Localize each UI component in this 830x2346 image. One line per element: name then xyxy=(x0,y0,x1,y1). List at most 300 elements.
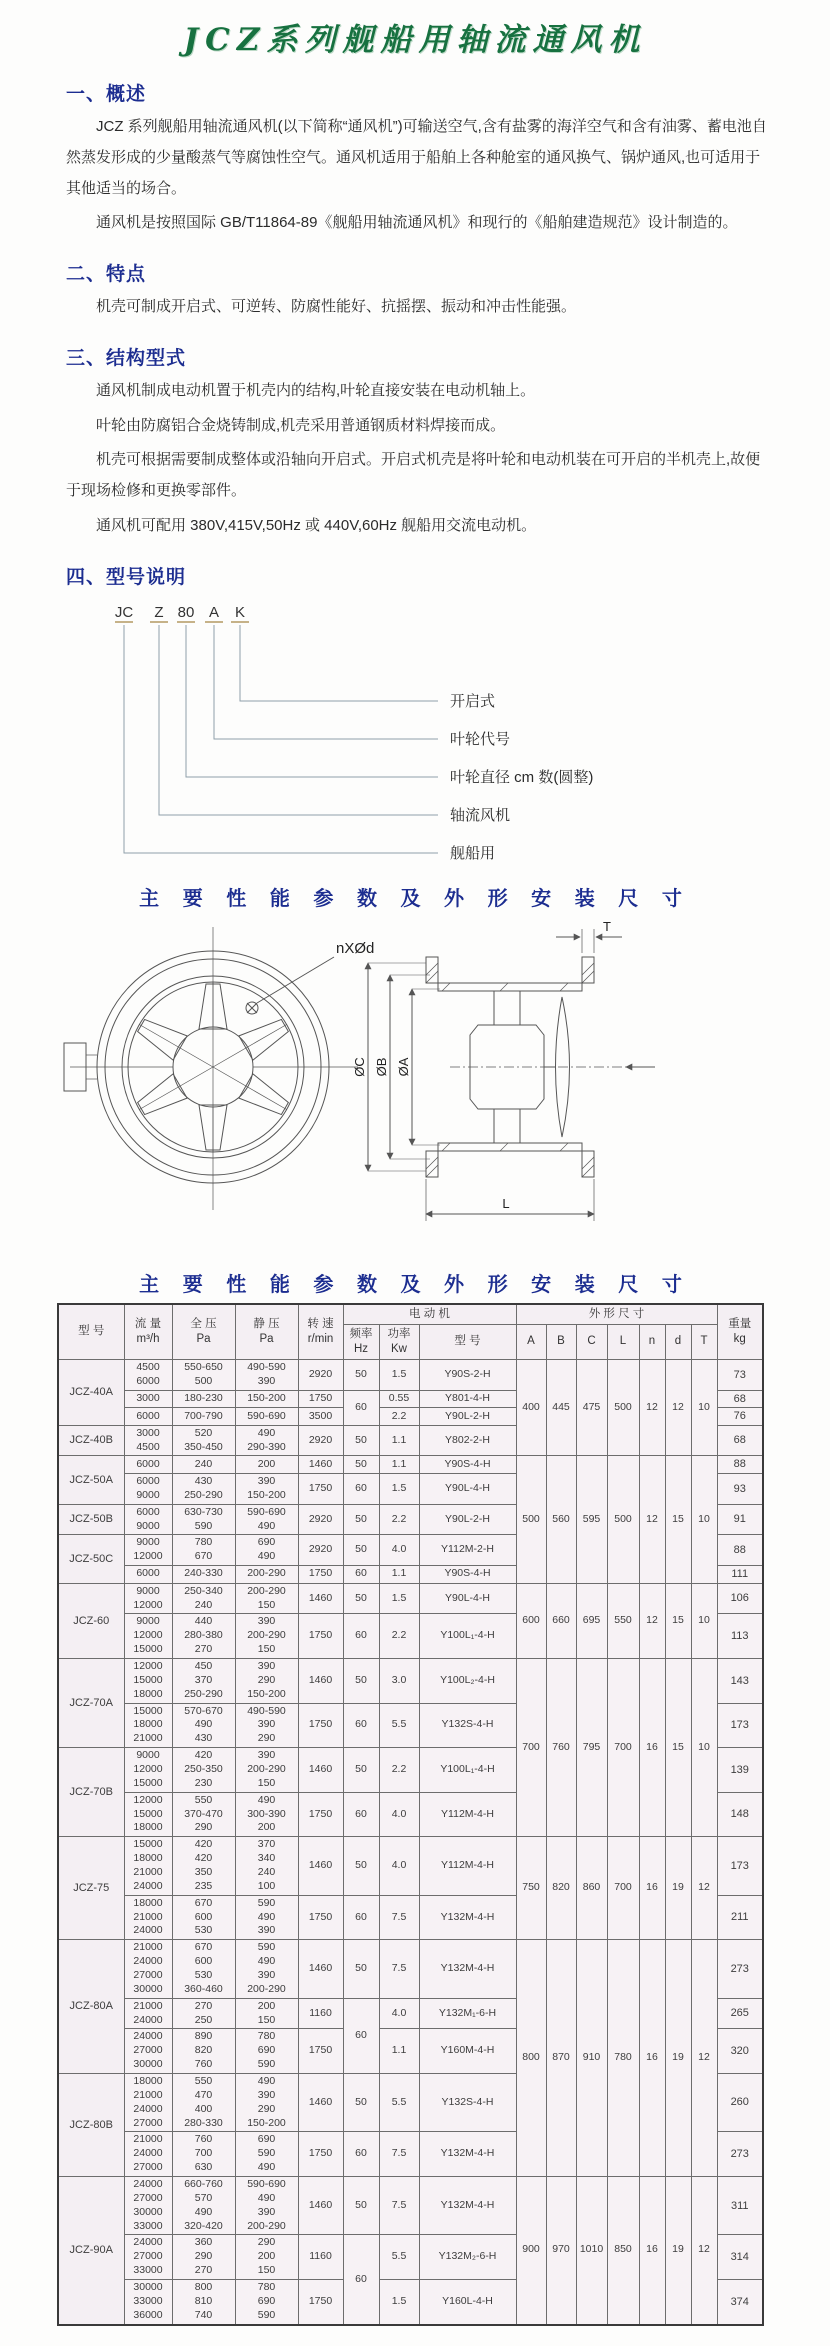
model-cell: JCZ-60 xyxy=(58,1583,124,1658)
frequency-cell: 50 xyxy=(343,1940,379,1998)
table-row xyxy=(58,1360,763,1391)
model-code-svg xyxy=(0,595,830,863)
speed-cell: 1160 xyxy=(298,1998,343,2029)
dim-cell-d: 12 xyxy=(665,1360,691,1456)
motor-model-cell: Y112M-4-H xyxy=(419,1837,516,1895)
col-header-motor-model: 型 号 xyxy=(419,1324,516,1359)
frequency-cell: 50 xyxy=(343,2074,379,2132)
model-code-meaning: 舰船用 xyxy=(450,844,496,862)
paragraph: 通风机是按照国际 GB/T11864-89《舰船用轴流通风机》和现行的《船舶建造规范》设计制造的。 xyxy=(96,214,738,232)
text-sections xyxy=(0,79,830,589)
weight-cell: 68 xyxy=(717,1425,763,1456)
speed-cell: 1750 xyxy=(298,1566,343,1584)
power-cell: 4.0 xyxy=(379,1792,419,1837)
weight-cell: 173 xyxy=(717,1703,763,1748)
frequency-cell: 60 xyxy=(343,1566,379,1584)
weight-cell: 93 xyxy=(717,1474,763,1505)
speed-cell: 1750 xyxy=(298,2132,343,2177)
model-cell: JCZ-80B xyxy=(58,2074,124,2177)
dim-cell-c: 475 xyxy=(576,1360,607,1456)
dim-cell-b: 970 xyxy=(546,2177,576,2325)
table-row xyxy=(58,1940,763,1998)
flow-cell: 24000 27000 30000 33000 xyxy=(124,2177,172,2235)
dim-cell-c: 595 xyxy=(576,1456,607,1583)
motor-model-cell: Y90S-4-H xyxy=(419,1456,516,1474)
speed-cell: 1460 xyxy=(298,2074,343,2132)
flow-cell: 21000 24000 xyxy=(124,1998,172,2029)
weight-cell: 320 xyxy=(717,2029,763,2074)
speed-cell: 1750 xyxy=(298,2029,343,2074)
static-pressure-cell: 390 290 150-200 xyxy=(235,1658,298,1703)
total-pressure-cell: 240-330 xyxy=(172,1566,235,1584)
frequency-cell: 50 xyxy=(343,1837,379,1895)
dim-cell-a: 400 xyxy=(516,1360,546,1456)
dim-cell-b: 560 xyxy=(546,1456,576,1583)
flow-cell: 15000 18000 21000 xyxy=(124,1703,172,1748)
static-pressure-cell: 590 490 390 xyxy=(235,1895,298,1940)
speed-cell: 1750 xyxy=(298,1390,343,1408)
dim-cell-a: 800 xyxy=(516,1940,546,2177)
dim-cell-d: 19 xyxy=(665,1837,691,1940)
power-cell: 5.5 xyxy=(379,2074,419,2132)
dim-cell-n: 16 xyxy=(639,2177,665,2325)
page-title: JCZ系列舰船用轴流通风机 xyxy=(183,22,647,58)
frequency-cell: 50 xyxy=(343,1425,379,1456)
flow-cell: 4500 6000 xyxy=(124,1360,172,1391)
static-pressure-cell: 780 690 590 xyxy=(235,2280,298,2325)
speed-cell: 1160 xyxy=(298,2235,343,2280)
weight-cell: 76 xyxy=(717,1408,763,1426)
table-row xyxy=(58,1658,763,1703)
model-cell: JCZ-75 xyxy=(58,1837,124,1940)
static-pressure-cell: 200-290 150 xyxy=(235,1583,298,1614)
flow-cell: 9000 12000 xyxy=(124,1583,172,1614)
dim-cell-l: 500 xyxy=(607,1360,639,1456)
power-cell: 1.1 xyxy=(379,1566,419,1584)
model-code-meaning: 开启式 xyxy=(450,692,496,710)
motor-model-cell: Y132M-4-H xyxy=(419,2177,516,2235)
dim-cell-c: 695 xyxy=(576,1583,607,1658)
dim-a-label: ØA xyxy=(396,1057,411,1076)
speed-cell: 1460 xyxy=(298,1940,343,1998)
dim-cell-a: 750 xyxy=(516,1837,546,1940)
col-header-flow: 流 量 m³/h xyxy=(124,1304,172,1360)
section-heading-1: 一、概述 xyxy=(66,84,147,105)
weight-cell: 68 xyxy=(717,1390,763,1408)
static-pressure-cell: 390 200-290 150 xyxy=(235,1614,298,1659)
power-cell: 4.0 xyxy=(379,1837,419,1895)
dim-cell-d: 19 xyxy=(665,2177,691,2325)
speed-cell: 2920 xyxy=(298,1425,343,1456)
total-pressure-cell: 250-340 240 xyxy=(172,1583,235,1614)
power-cell: 2.2 xyxy=(379,1408,419,1426)
dim-cell-t: 12 xyxy=(691,1940,717,2177)
power-cell: 7.5 xyxy=(379,2132,419,2177)
weight-cell: 273 xyxy=(717,2132,763,2177)
static-pressure-cell: 490-590 390 290 xyxy=(235,1703,298,1748)
frequency-cell: 50 xyxy=(343,2177,379,2235)
static-pressure-cell: 490 290-390 xyxy=(235,1425,298,1456)
power-cell: 1.1 xyxy=(379,2029,419,2074)
model-code-meaning: 叶轮直径 cm 数(圆整) xyxy=(450,768,594,786)
weight-cell: 88 xyxy=(717,1456,763,1474)
dim-cell-t: 10 xyxy=(691,1360,717,1456)
paragraph: 通风机制成电动机置于机壳内的结构,叶轮直接安装在电动机轴上。 xyxy=(96,381,536,399)
total-pressure-cell: 800 810 740 xyxy=(172,2280,235,2325)
frequency-cell: 60 xyxy=(343,1703,379,1748)
dim-cell-c: 860 xyxy=(576,1837,607,1940)
motor-model-cell: Y90L-2-H xyxy=(419,1408,516,1426)
frequency-cell: 60 xyxy=(343,1614,379,1659)
speed-cell: 1460 xyxy=(298,2177,343,2235)
section-heading-2: 二、特点 xyxy=(66,264,147,285)
dim-cell-n: 16 xyxy=(639,1837,665,1940)
motor-model-cell: Y100L₂-4-H xyxy=(419,1658,516,1703)
table-row xyxy=(58,1837,763,1895)
speed-cell: 1460 xyxy=(298,1456,343,1474)
col-group-dimensions: 外 形 尺 寸 xyxy=(516,1304,717,1325)
dim-cell-n: 12 xyxy=(639,1583,665,1658)
speed-cell: 1750 xyxy=(298,1703,343,1748)
flow-cell: 6000 xyxy=(124,1408,172,1426)
speed-cell: 2920 xyxy=(298,1504,343,1535)
motor-model-cell: Y802-2-H xyxy=(419,1425,516,1456)
dim-cell-a: 900 xyxy=(516,2177,546,2325)
motor-model-cell: Y801-4-H xyxy=(419,1390,516,1408)
total-pressure-cell: 550 470 400 280-330 xyxy=(172,2074,235,2132)
static-pressure-cell: 200 xyxy=(235,1456,298,1474)
speed-cell: 1750 xyxy=(298,1792,343,1837)
paragraph: 机壳可根据需要制成整体或沿轴向开启式。开启式机壳是将叶轮和电动机装在可开启的半机壳上,故便于现场检修和更换零部件。 xyxy=(66,451,761,499)
dim-cell-n: 12 xyxy=(639,1456,665,1583)
speed-cell: 1750 xyxy=(298,1474,343,1505)
total-pressure-cell: 570-670 490 430 xyxy=(172,1703,235,1748)
dim-cell-l: 700 xyxy=(607,1837,639,1940)
model-cell: JCZ-40A xyxy=(58,1360,124,1426)
dim-cell-d: 15 xyxy=(665,1456,691,1583)
total-pressure-cell: 890 820 760 xyxy=(172,2029,235,2074)
performance-title-2: 主 要 性 能 参 数 及 外 形 安 装 尺 寸 xyxy=(139,1273,691,1296)
power-cell: 1.5 xyxy=(379,1360,419,1391)
static-pressure-cell: 290 200 150 xyxy=(235,2235,298,2280)
power-cell: 1.1 xyxy=(379,1425,419,1456)
static-pressure-cell: 590 490 390 200-290 xyxy=(235,1940,298,1998)
col-header-dim-n: n xyxy=(639,1324,665,1359)
static-pressure-cell: 390 150-200 xyxy=(235,1474,298,1505)
flow-cell: 9000 12000 xyxy=(124,1535,172,1566)
power-cell: 2.2 xyxy=(379,1614,419,1659)
performance-table-wrap xyxy=(57,1303,830,2326)
speed-cell: 3500 xyxy=(298,1408,343,1426)
dim-cell-t: 10 xyxy=(691,1658,717,1836)
flow-cell: 15000 18000 21000 24000 xyxy=(124,1837,172,1895)
flow-cell: 18000 21000 24000 27000 xyxy=(124,2074,172,2132)
speed-cell: 1460 xyxy=(298,1837,343,1895)
speed-cell: 2920 xyxy=(298,1360,343,1391)
total-pressure-cell: 760 700 630 xyxy=(172,2132,235,2177)
total-pressure-cell: 450 370 250-290 xyxy=(172,1658,235,1703)
frequency-cell: 50 xyxy=(343,1456,379,1474)
frequency-cell: 50 xyxy=(343,1360,379,1391)
fan-front-view xyxy=(64,927,374,1210)
static-pressure-cell: 590-690 490 xyxy=(235,1504,298,1535)
weight-cell: 211 xyxy=(717,1895,763,1940)
model-cell: JCZ-70B xyxy=(58,1748,124,1837)
weight-cell: 260 xyxy=(717,2074,763,2132)
dim-t-label: T xyxy=(603,918,611,934)
speed-cell: 1460 xyxy=(298,1748,343,1793)
dim-cell-t: 12 xyxy=(691,2177,717,2325)
weight-cell: 73 xyxy=(717,1360,763,1391)
model-code-letter: A xyxy=(208,603,220,621)
dim-cell-n: 12 xyxy=(639,1360,665,1456)
frequency-cell: 50 xyxy=(343,1748,379,1793)
motor-model-cell: Y100L₁-4-H xyxy=(419,1614,516,1659)
power-cell: 2.2 xyxy=(379,1748,419,1793)
power-cell: 1.5 xyxy=(379,1583,419,1614)
power-cell: 0.55 xyxy=(379,1390,419,1408)
dim-cell-c: 1010 xyxy=(576,2177,607,2325)
flow-cell: 21000 24000 27000 30000 xyxy=(124,1940,172,1998)
total-pressure-cell: 700-790 xyxy=(172,1408,235,1426)
col-header-static-pressure: 静 压 Pa xyxy=(235,1304,298,1360)
table-row xyxy=(58,2177,763,2235)
model-cell: JCZ-90A xyxy=(58,2177,124,2325)
speed-cell: 1750 xyxy=(298,1614,343,1659)
motor-model-cell: Y132M-4-H xyxy=(419,2132,516,2177)
frequency-cell: 50 xyxy=(343,1583,379,1614)
paragraph: 通风机可配用 380V,415V,50Hz 或 440V,60Hz 舰船用交流电动机。 xyxy=(96,516,537,534)
dim-cell-l: 850 xyxy=(607,2177,639,2325)
frequency-cell: 50 xyxy=(343,1535,379,1566)
power-cell: 1.1 xyxy=(379,1456,419,1474)
frequency-cell: 60 xyxy=(343,2235,379,2325)
weight-cell: 374 xyxy=(717,2280,763,2325)
dim-cell-c: 910 xyxy=(576,1940,607,2177)
motor-model-cell: Y160L-4-H xyxy=(419,2280,516,2325)
static-pressure-cell: 490 300-390 200 xyxy=(235,1792,298,1837)
static-pressure-cell: 590-690 xyxy=(235,1408,298,1426)
section-heading-4: 四、型号说明 xyxy=(66,566,187,588)
power-cell: 7.5 xyxy=(379,2177,419,2235)
flow-cell: 6000 xyxy=(124,1566,172,1584)
total-pressure-cell: 520 350-450 xyxy=(172,1425,235,1456)
flow-cell: 9000 12000 15000 xyxy=(124,1748,172,1793)
power-cell: 1.5 xyxy=(379,1474,419,1505)
motor-model-cell: Y90S-2-H xyxy=(419,1360,516,1391)
flow-cell: 6000 9000 xyxy=(124,1474,172,1505)
power-cell: 4.0 xyxy=(379,1998,419,2029)
static-pressure-cell: 200 150 xyxy=(235,1998,298,2029)
frequency-cell: 60 xyxy=(343,1998,379,2073)
bolt-hole-symbol xyxy=(246,1002,258,1014)
dim-b-label: ØB xyxy=(374,1057,389,1076)
model-cell: JCZ-50C xyxy=(58,1535,124,1583)
power-cell: 2.2 xyxy=(379,1504,419,1535)
total-pressure-cell: 550-650 500 xyxy=(172,1360,235,1391)
frequency-cell: 60 xyxy=(343,1390,379,1425)
model-code-letter: 80 xyxy=(177,603,195,621)
total-pressure-cell: 180-230 xyxy=(172,1390,235,1408)
dim-cell-a: 700 xyxy=(516,1658,546,1836)
total-pressure-cell: 550 370-470 290 xyxy=(172,1792,235,1837)
dim-cell-l: 550 xyxy=(607,1583,639,1658)
static-pressure-cell: 370 340 240 100 xyxy=(235,1837,298,1895)
frequency-cell: 60 xyxy=(343,1792,379,1837)
dim-cell-t: 12 xyxy=(691,1837,717,1940)
col-header-total-pressure: 全 压 Pa xyxy=(172,1304,235,1360)
flow-cell: 12000 15000 18000 xyxy=(124,1792,172,1837)
power-cell: 5.5 xyxy=(379,1703,419,1748)
col-header-dim-l: L xyxy=(607,1324,639,1359)
speed-cell: 2920 xyxy=(298,1535,343,1566)
paragraph: 叶轮由防腐铝合金烧铸制成,机壳采用普通钢质材料焊接而成。 xyxy=(96,416,506,434)
weight-cell: 265 xyxy=(717,1998,763,2029)
static-pressure-cell: 690 590 490 xyxy=(235,2132,298,2177)
dim-cell-b: 660 xyxy=(546,1583,576,1658)
flow-cell: 24000 27000 33000 xyxy=(124,2235,172,2280)
dim-cell-c: 795 xyxy=(576,1658,607,1836)
flow-cell: 30000 33000 36000 xyxy=(124,2280,172,2325)
flow-cell: 3000 4500 xyxy=(124,1425,172,1456)
dim-cell-a: 600 xyxy=(516,1583,546,1658)
fan-drawing-svg xyxy=(0,917,830,1249)
dim-cell-d: 15 xyxy=(665,1658,691,1836)
motor-model-cell: Y132S-4-H xyxy=(419,1703,516,1748)
col-header-dim-d: d xyxy=(665,1324,691,1359)
col-header-model: 型 号 xyxy=(58,1304,124,1360)
dim-cell-b: 870 xyxy=(546,1940,576,2177)
motor-model-cell: Y132S-4-H xyxy=(419,2074,516,2132)
static-pressure-cell: 780 690 590 xyxy=(235,2029,298,2074)
col-header-frequency: 频率 Hz xyxy=(343,1324,379,1359)
col-header-dim-c: C xyxy=(576,1324,607,1359)
motor-model-cell: Y112M-2-H xyxy=(419,1535,516,1566)
col-group-motor: 电 动 机 xyxy=(343,1304,516,1325)
table-row xyxy=(58,1456,763,1474)
weight-cell: 106 xyxy=(717,1583,763,1614)
flow-cell: 24000 27000 30000 xyxy=(124,2029,172,2074)
dim-cell-l: 780 xyxy=(607,1940,639,2177)
flow-cell: 3000 xyxy=(124,1390,172,1408)
dim-cell-t: 10 xyxy=(691,1583,717,1658)
total-pressure-cell: 780 670 xyxy=(172,1535,235,1566)
performance-title-1: 主 要 性 能 参 数 及 外 形 安 装 尺 寸 xyxy=(139,887,691,910)
static-pressure-cell: 690 490 xyxy=(235,1535,298,1566)
model-cell: JCZ-80A xyxy=(58,1940,124,2074)
motor-model-cell: Y132M₂-6-H xyxy=(419,2235,516,2280)
frequency-cell: 60 xyxy=(343,1895,379,1940)
total-pressure-cell: 270 250 xyxy=(172,1998,235,2029)
frequency-cell: 60 xyxy=(343,2132,379,2177)
total-pressure-cell: 440 280-380 270 xyxy=(172,1614,235,1659)
col-header-dim-t: T xyxy=(691,1324,717,1359)
dimension-drawing xyxy=(0,917,830,1254)
motor-model-cell: Y90L-4-H xyxy=(419,1583,516,1614)
flow-cell: 6000 9000 xyxy=(124,1504,172,1535)
dim-cell-a: 500 xyxy=(516,1456,546,1583)
weight-cell: 314 xyxy=(717,2235,763,2280)
paragraph: 机壳可制成开启式、可逆转、防腐性能好、抗摇摆、振动和冲击性能强。 xyxy=(96,298,577,315)
dim-cell-n: 16 xyxy=(639,1940,665,2177)
dim-c-label: ØC xyxy=(352,1056,367,1077)
speed-cell: 1460 xyxy=(298,1583,343,1614)
static-pressure-cell: 590-690 490 390 200-290 xyxy=(235,2177,298,2235)
motor-model-cell: Y100L₁-4-H xyxy=(419,1748,516,1793)
dim-l-label: L xyxy=(502,1195,510,1211)
weight-cell: 311 xyxy=(717,2177,763,2235)
dim-cell-l: 500 xyxy=(607,1456,639,1583)
col-header-speed: 转 速 r/min xyxy=(298,1304,343,1360)
model-cell: JCZ-40B xyxy=(58,1425,124,1456)
dim-cell-n: 16 xyxy=(639,1658,665,1836)
weight-cell: 173 xyxy=(717,1837,763,1895)
motor-model-cell: Y160M-4-H xyxy=(419,2029,516,2074)
weight-cell: 88 xyxy=(717,1535,763,1566)
total-pressure-cell: 240 xyxy=(172,1456,235,1474)
motor-model-cell: Y90S-4-H xyxy=(419,1566,516,1584)
speed-cell: 1460 xyxy=(298,1658,343,1703)
static-pressure-cell: 490-590 390 xyxy=(235,1360,298,1391)
motor-model-cell: Y90L-2-H xyxy=(419,1504,516,1535)
performance-table xyxy=(57,1303,764,2326)
weight-cell: 148 xyxy=(717,1792,763,1837)
power-cell: 1.5 xyxy=(379,2280,419,2325)
model-code-letter: K xyxy=(234,603,246,621)
weight-cell: 273 xyxy=(717,1940,763,1998)
col-header-dim-b: B xyxy=(546,1324,576,1359)
model-cell: JCZ-50B xyxy=(58,1504,124,1535)
flow-cell: 6000 xyxy=(124,1456,172,1474)
total-pressure-cell: 660-760 570 490 320-420 xyxy=(172,2177,235,2235)
total-pressure-cell: 670 600 530 xyxy=(172,1895,235,1940)
model-cell: JCZ-50A xyxy=(58,1456,124,1504)
flow-cell: 12000 15000 18000 xyxy=(124,1658,172,1703)
dim-cell-d: 15 xyxy=(665,1583,691,1658)
model-code-letter: Z xyxy=(154,603,164,621)
dim-cell-b: 445 xyxy=(546,1360,576,1456)
power-cell: 3.0 xyxy=(379,1658,419,1703)
weight-cell: 143 xyxy=(717,1658,763,1703)
static-pressure-cell: 390 200-290 150 xyxy=(235,1748,298,1793)
motor-model-cell: Y132M-4-H xyxy=(419,1895,516,1940)
model-code-letter: JC xyxy=(114,603,134,621)
total-pressure-cell: 630-730 590 xyxy=(172,1504,235,1535)
col-header-weight: 重量 kg xyxy=(717,1304,763,1360)
power-cell: 5.5 xyxy=(379,2235,419,2280)
col-header-power: 功率 Kw xyxy=(379,1324,419,1359)
motor-model-cell: Y132M-4-H xyxy=(419,1940,516,1998)
static-pressure-cell: 200-290 xyxy=(235,1566,298,1584)
power-cell: 4.0 xyxy=(379,1535,419,1566)
frequency-cell: 50 xyxy=(343,1658,379,1703)
static-pressure-cell: 490 390 290 150-200 xyxy=(235,2074,298,2132)
speed-cell: 1750 xyxy=(298,1895,343,1940)
model-code-meaning: 轴流风机 xyxy=(450,806,511,824)
total-pressure-cell: 420 250-350 230 xyxy=(172,1748,235,1793)
dim-cell-b: 760 xyxy=(546,1658,576,1836)
weight-cell: 139 xyxy=(717,1748,763,1793)
model-code-meaning: 叶轮代号 xyxy=(450,730,511,748)
motor-model-cell: Y112M-4-H xyxy=(419,1792,516,1837)
flow-cell: 21000 24000 27000 xyxy=(124,2132,172,2177)
model-code-diagram xyxy=(0,595,830,868)
speed-cell: 1750 xyxy=(298,2280,343,2325)
section-heading-3: 三、结构型式 xyxy=(66,347,187,369)
dim-cell-d: 19 xyxy=(665,1940,691,2177)
flow-cell: 9000 12000 15000 xyxy=(124,1614,172,1659)
power-cell: 7.5 xyxy=(379,1895,419,1940)
